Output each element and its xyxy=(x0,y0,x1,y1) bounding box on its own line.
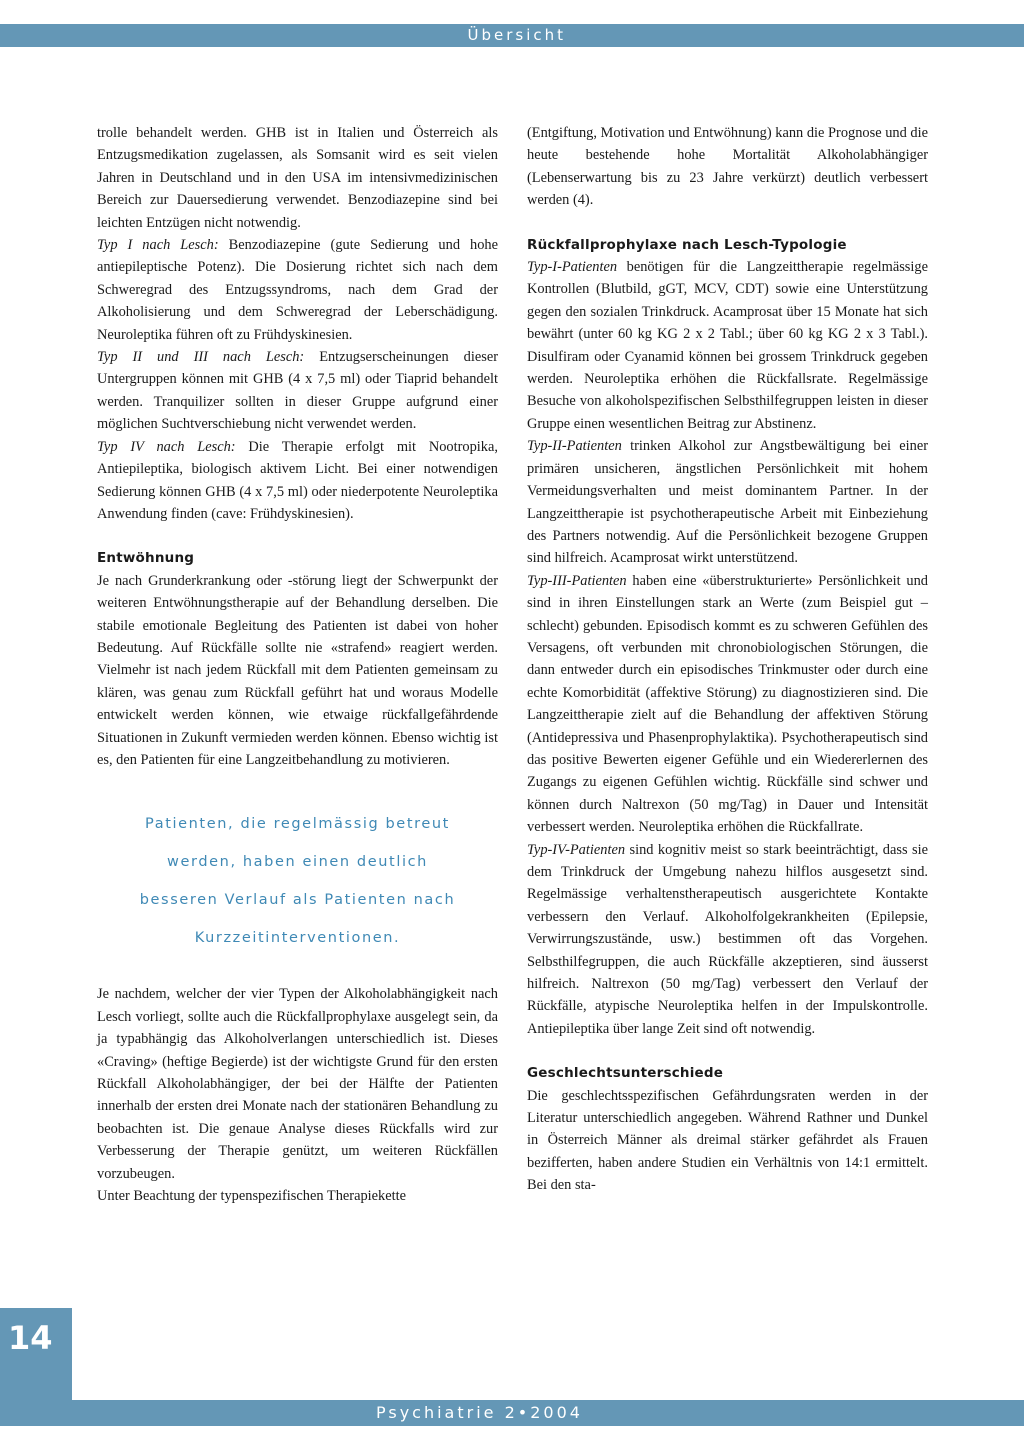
pull-quote-line: besseren Verlauf als Patienten nach xyxy=(139,892,456,909)
header-bar xyxy=(0,24,1024,47)
typ2-text: trinken Alkohol zur Angstbewältigung bei einer primären unsicheren, ängstlichen Persönlichkeit mit hohem Vermeidungsverhalten und meist dominantem Partner. In der Langzeittherapie ist psychotherapeutische Arbeit mit Einbeziehung des Partners notwendig. Auf die Persönlichkeit bezogene Gruppen sind hilfreich. Acamprosat wirkt unterstützend. xyxy=(527,438,928,567)
typ1-label: Typ-I-Patienten xyxy=(527,259,618,276)
page-number: 14 xyxy=(8,1319,53,1357)
paragraph-typ1 xyxy=(97,234,498,346)
paragraph: Je nach Grunderkrankung oder -störung liegt der Schwerpunkt der weiteren Entwöhnungstherapie auf der Behandlung derselben. Die stabile emotionale Begleitung des Patienten ist dabei von hoher Bedeutung. Auf Rückfälle sollte nie «strafend» reagiert werden. Vielmehr ist nach jedem Rückfall mit dem Patienten gemeinsam zu klären, was genau zum Rückfall geführt hat und woraus Modelle entwickelt werden können, wie etwaige rückfallgefährdende Situationen in Zukunft vermieden werden können. Ebenso wichtig ist es, den Patienten für eine Langzeitbehandlung zu motivieren. xyxy=(97,572,498,768)
paragraph-typ23 xyxy=(97,346,498,436)
typ4-label: Typ-IV-Patienten xyxy=(527,841,626,858)
paragraph-typ4 xyxy=(97,436,498,526)
typ1-text: benötigen für die Langzeittherapie regelmässige Kontrollen (Blutbild, gGT, MCV, CDT) sowie eine Unterstützung gegen den sozialen Trinkdruck. Acamprosat über 15 Monate hat sich bewährt (unter 60 kg KG 2 x 2 Tabl.; über 60 kg KG 2 x 3 Tabl.). Disulfiram oder Cyanamid können bei grossem Trinkdruck gegeben werden. Neuroleptika erhöhen die Rückfallsrate. Regelmässige Besuche von alkoholspezifischen Selbsthilfegruppen leisten in dieser Gruppe einen wesentlichen Beitrag zur Abstinenz. xyxy=(527,259,928,432)
pull-quote-line: werden, haben einen deutlich xyxy=(167,854,428,871)
section-heading: Rückfallprophylaxe nach Lesch-Typologie xyxy=(527,236,847,253)
right-column xyxy=(527,122,928,1197)
pull-quote xyxy=(97,805,498,957)
section-label: Übersicht xyxy=(467,26,566,44)
pull-quote-line: Patienten, die regelmässig betreut xyxy=(145,816,450,833)
left-column xyxy=(97,122,498,1207)
pull-quote-line: Kurzzeitinterventionen. xyxy=(194,930,401,947)
section-heading: Entwöhnung xyxy=(97,550,195,567)
paragraph: Je nachdem, welcher der vier Typen der Alkoholabhängigkeit nach Lesch vorliegt, sollte auch die Rückfallprophylaxe ausgelegt sein, da ja typabhängig das Alkoholverlangen unterschiedlich ist. Dieses «Craving» (heftige Begierde) ist der wichtigste Grund für den ersten Rückfall Alkoholabhängiger, der bei der Hälfte der Patienten innerhalb der ersten drei Monate nach der stationären Behandlung zu beobachten ist. Die genaue Analyse dieses Rückfalls wird zur Verbesserung der Therapie genützt, um weiteren Rückfällen vorzubeugen. xyxy=(97,986,498,1182)
paragraph: Die geschlechtsspezifischen Gefährdungsraten werden in der Literatur unterschiedlich angegeben. Während Rathner und Dunkel in Österreich Männer als dreimal stärker gefährdet als Frauen bezifferten, haben andere Studien ein Verhältnis von 14:1 ermittelt. Bei den sta- xyxy=(527,1087,928,1194)
paragraph-typ1 xyxy=(527,256,928,435)
typ23-text: Entzugserscheinungen dieser Untergruppen können mit GHB (4 x 7,5 ml) oder Tiaprid behandelt werden. Tranquilizer sollten in dieser Gruppe aufgrund einer möglichen Suchtverschiebung nicht verwendet werden. xyxy=(97,349,498,433)
typ3-label: Typ-III-Patienten xyxy=(527,572,627,589)
paragraph: (Entgiftung, Motivation und Entwöhnung) kann die Prognose und die heute bestehende hohe Mortalität Alkoholabhängiger (Lebenserwartung bis zu 23 Jahre verkürzt) deutlich verbessert werden (4). xyxy=(527,125,928,209)
typ4-label: Typ IV nach Lesch: xyxy=(97,438,236,455)
paragraph-typ3 xyxy=(527,570,928,839)
paragraph-typ2 xyxy=(527,435,928,569)
typ1-text: Benzodiazepine (gute Sedierung und hohe antiepileptische Potenz). Die Dosierung richtet sich nach dem Schweregrad des Entzugssyndroms, nach dem Grad der Alkoholisierung und dem Schweregrad der Leberschädigung. Neuroleptika führen oft zu Frühdyskinesien. xyxy=(97,237,498,343)
typ2-label: Typ-II-Patienten xyxy=(527,438,622,455)
paragraph: Unter Beachtung der typenspezifischen Therapiekette xyxy=(97,1188,407,1205)
typ23-label: Typ II und III nach Lesch: xyxy=(97,349,305,366)
footer-bar xyxy=(0,1400,1024,1426)
section-heading: Geschlechtsunterschiede xyxy=(527,1065,724,1082)
typ3-text: haben eine «überstrukturierte» Persönlichkeit und sind in ihren Einstellungen stark an Werte (zum Beispiel gut – schlecht) gebunden. Episodisch kommt es zu schweren Gefühlen des Versagens, oft verbunden mit chronobiologischen Störungen, die dann entweder durch ein episodisches Trinkmuster oder durch eine echte Komorbidität (affektive Störung) zu diagnostizieren sind. Die Langzeittherapie zielt auf die Behandlung der affektiven Störung (Antidepressiva und Phasenprophylaktika). Psychotherapeutisch sind das positive Bewerten eigener Gefühle und ein Wiedererlernen des Zugangs zu eigenen Gefühlen wichtig. Rückfälle sind schwer und können durch Naltrexon (50 mg/Tag) in Dauer und Intensität verbessert werden. Neuroleptika erhöhen die Rückfallrate. xyxy=(527,572,928,836)
typ4-text: sind kognitiv meist so stark beeinträchtigt, dass sie dem Trinkdruck der Umgebung nahezu hilflos ausgesetzt sind. Regelmässige verhaltenstherapeutisch ausgerichtete Kontakte verbessern den Verlauf. Alkoholfolgekrankheiten (Epilepsie, Verwirrungszustände, usw.) bestimmen oft das Vorgehen. Selbsthilfegruppen, die auch Rückfälle akzeptieren, sind äusserst hilfreich. Naltrexon (50 mg/Tag) verbessert den Verlauf der Rückfälle, atypische Neuroleptika helfen in der Impulskontrolle. Antiepileptika über lange Zeit sind oft notwendig. xyxy=(527,841,928,1037)
paragraph: trolle behandelt werden. GHB ist in Italien und Österreich als Entzugsmedikation zugelassen, als Somsanit wird es seit vielen Jahren in Deutschland und in den USA im intensivmedizinischen Bereich zur Dauersedierung verwendet. Benzodiazepine sind bei leichten Entzügen nicht notwendig. xyxy=(97,125,498,231)
typ4-text: Die Therapie erfolgt mit Nootropika, Antiepileptika, biologisch aktivem Licht. Bei einer notwendigen Sedierung können GHB (4 x 7,5 ml) oder niederpotente Neuroleptika Anwendung finden (cave: Frühdyskinesien). xyxy=(97,438,498,522)
paragraph-typ4 xyxy=(527,839,928,1041)
journal-label: Psychiatrie 2•2004 xyxy=(376,1403,583,1422)
typ1-label: Typ I nach Lesch: xyxy=(97,237,219,254)
